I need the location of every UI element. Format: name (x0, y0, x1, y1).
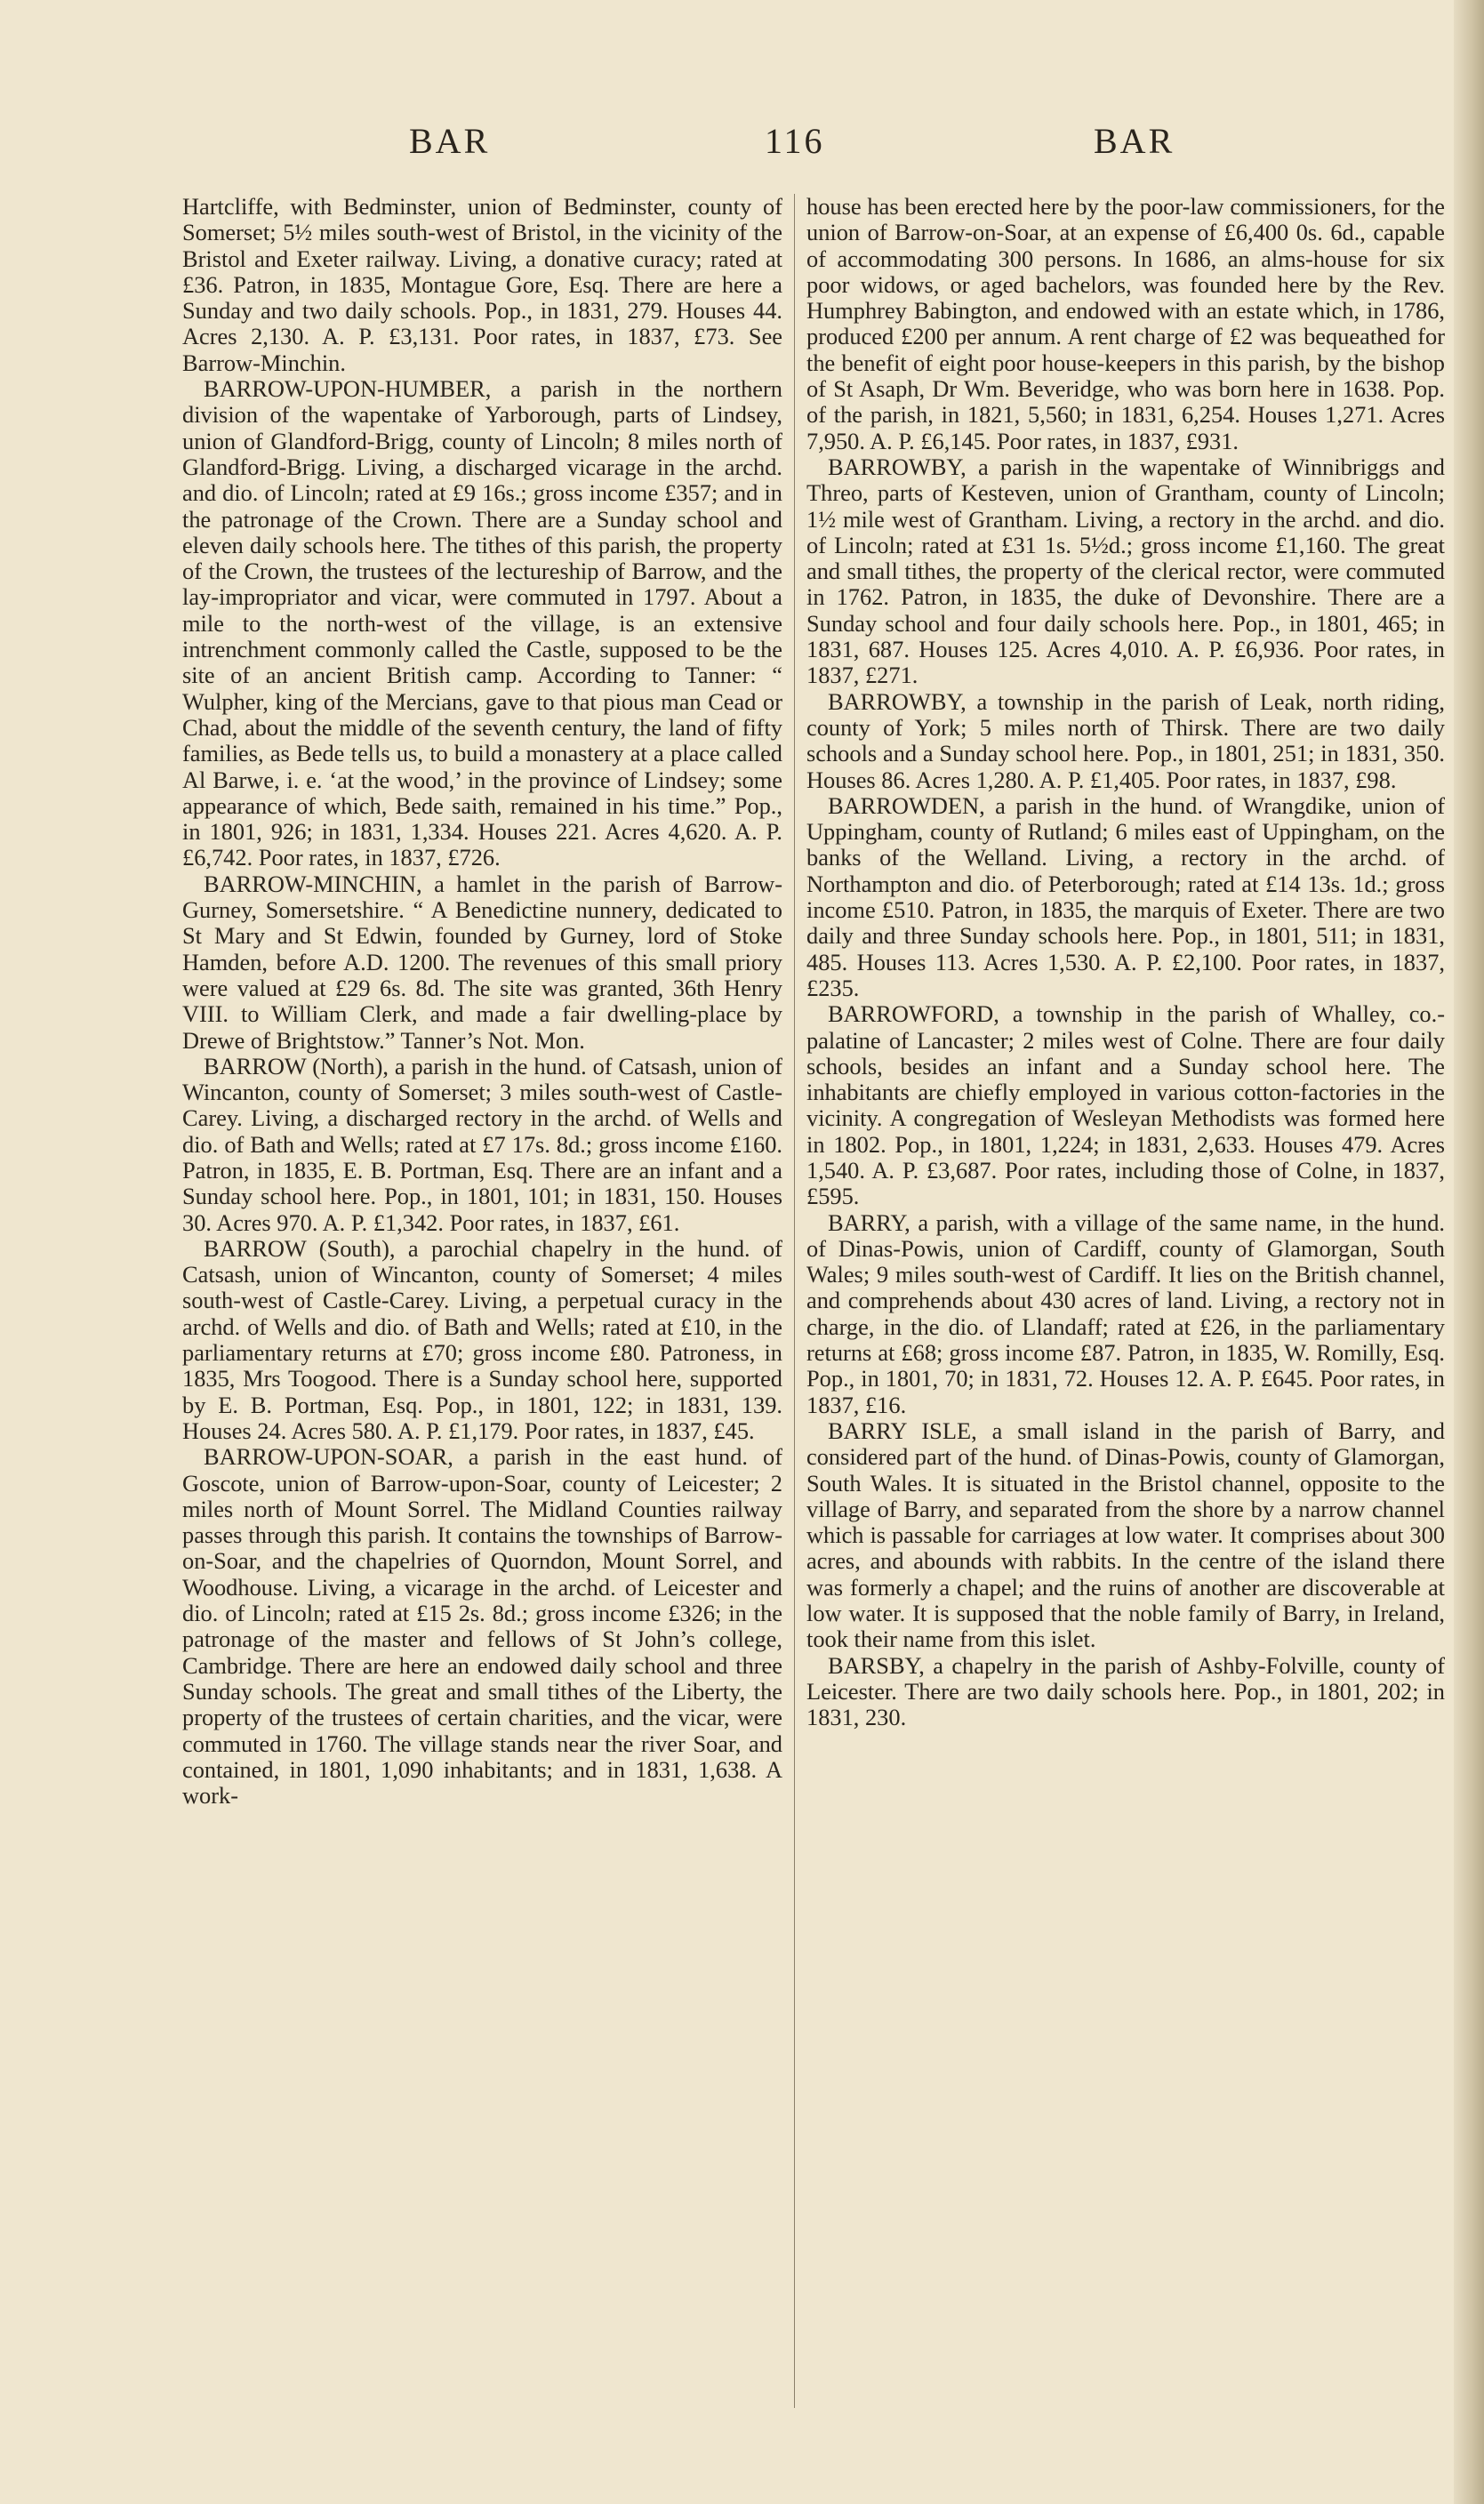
entry-text: a chapelry in the parish of Ashby-Folville, county of Leicester. There are two daily schools here. Pop., in 1801, 202; in 1831, 230. (806, 1651, 1445, 1731)
entry-paragraph (806, 1653, 1445, 1731)
entry-text: a parish in the hund. of Wrangdike, union of Uppingham, county of Rutland; 6 miles east of Uppingham, on the banks of the Welland. Living, a rectory in the archd. of Northampton and dio. of Peterborough; rated at £14 13s. 1d.; gross income £510. Patron, in 1835, the marquis of Exeter. There are two daily and three Sunday schools here. Pop., in 1801, 511; in 1831, 485. Houses 113. Acres 1,530. A. P. £2,100. Poor rates, in 1837, £235. (806, 791, 1445, 1001)
entry-paragraph (806, 1418, 1445, 1653)
page-number: 116 (765, 121, 825, 161)
entry-heading: BARRY, (828, 1208, 910, 1236)
entry-heading: BARROW-UPON-HUMBER, (204, 375, 492, 403)
entry-heading: BARROW (North), (204, 1052, 389, 1079)
header-right-word: BAR (1094, 121, 1175, 161)
entry-text: a parish in the northern division of the wapentake of Yarborough, parts of Lindsey, union of Glandford-Brigg, county of Lincoln; 8 miles north of Glandford-Brigg. Living, a discharged vicarage in the archd. and dio. of Lincoln; rated at £9 16s.; gross income £357; and in the patronage of the Crown. There are a Sunday school and eleven daily schools here. The tithes of this parish, the property of the Crown, the trustees of the lectureship of Barrow, and the lay-impropriator and vicar, were commuted in 1797. About a mile to the north-west of the village, is an extensive intrenchment commonly called the Castle, supposed to be the site of an ancient British camp. According to Tanner: “ Wulpher, king of the Mercians, gave to that pious man Cead or Chad, about the middle of the seventh century, the land of fifty families, as Bede tells us, to build a monastery at a place called Al Barwe, i. e. ‘at the wood,’ in the province of Lindsey; some appearance of which, Bede saith, remained in his time.” Pop., in 1801, 926; in 1831, 1,334. Houses 221. Acres 4,620. A. P. £6,742. Poor rates, in 1837, £726. (182, 375, 782, 871)
entry-text: Hartcliffe, with Bedminster, union of Bedminster, county of Somerset; 5½ miles south-west of Bristol, in the vicinity of the Bristol and Exeter railway. Living, a donative curacy; rated at £36. Patron, in 1835, Montague Gore, Esq. There are here a Sunday and two daily schools. Pop., in 1831, 279. Houses 44. Acres 2,130. A. P. £3,131. Poor rates, in 1837, £73. See Barrow-Minchin. (182, 194, 782, 376)
column-divider (794, 194, 795, 2408)
entry-paragraph (182, 1054, 782, 1236)
entry-heading: BARROW-UPON-SOAR, (204, 1443, 453, 1471)
entry-heading: BARROWBY, (828, 453, 967, 480)
entry-paragraph (182, 1236, 782, 1444)
running-header (0, 120, 1484, 173)
entry-paragraph (806, 1001, 1445, 1209)
entry-text: a township in the parish of Leak, north riding, county of York; 5 miles north of Thirsk. There are two daily schools and a Sunday school here. Pop., in 1801, 251; in 1831, 350. Houses 86. Acres 1,280. A. P. £1,405. Poor rates, in 1837, £98. (806, 687, 1445, 793)
entry-heading: BARSBY, (828, 1651, 925, 1679)
entry-heading: BARROWFORD, (828, 1000, 999, 1028)
entry-paragraph (182, 376, 782, 871)
entry-paragraph (182, 871, 782, 1054)
entry-text: a parish in the wapentake of Winnibriggs and Threo, parts of Kesteven, union of Grantham, county of Lincoln; 1½ mile west of Grantham. Living, a rectory in the archd. and dio. of Lincoln; rated at £31 1s. 5½d.; gross income £1,160. The great and small tithes, the property of the clerical rector, were commuted in 1762. Patron, in 1835, the duke of Devonshire. There are a Sunday school and four daily schools here. Pop., in 1801, 465; in 1831, 687. Houses 125. Acres 4,010. A. P. £6,936. Poor rates, in 1837, £271. (806, 453, 1445, 689)
entry-heading: BARROW-MINCHIN, (204, 870, 422, 897)
left-column (182, 194, 782, 2435)
entry-heading: BARROWDEN, (828, 791, 985, 819)
page-edge (1454, 0, 1484, 2504)
entry-paragraph (182, 1444, 782, 1809)
entry-text: house has been erected here by the poor-law commissioners, for the union of Barrow-on-Soar, at an expense of £6,400 0s. 6d., capable of accommodating 300 persons. In 1686, an alms-house for six poor widows, or aged bachelors, was founded here by the Rev. Humphrey Babington, and endowed with an estate which, in 1786, produced £200 per annum. A rent charge of £2 was bequeathed for the benefit of eight poor house-keepers in this parish, by the bishop of St Asaph, Dr Wm. Beveridge, who was born here in 1638. Pop. of the parish, in 1821, 5,560; in 1831, 6,254. Houses 1,271. Acres 7,950. A. P. £6,145. Poor rates, in 1837, £931. (806, 194, 1445, 454)
entry-paragraph (806, 194, 1445, 454)
entry-text: a hamlet in the parish of Barrow-Gurney, Somersetshire. “ A Benedictine nunnery, dedicated to St Mary and St Edwin, founded by Gurney, lord of Stoke Hamden, before A.D. 1200. The revenues of this small priory were valued at £29 6s. 8d. The site was granted, 36th Henry VIII. to William Clerk, and made a fair dwelling-place by Drewe of Brightstow.” Tanner’s Not. Mon. (182, 870, 782, 1054)
entry-text: a parish, with a village of the same name, in the hund. of Dinas-Powis, union of Cardiff, county of Glamorgan, South Wales; 9 miles south-west of Cardiff. It lies on the British channel, and comprehends about 430 acres of land. Living, a rectory not in charge, in the dio. of Llandaff; rated at £26, in the parliamentary returns at £68; gross income £87. Patron, in 1835, W. Romilly, Esq. Pop., in 1801, 70; in 1831, 72. Houses 12. A. P. £645. Poor rates, in 1837, £16. (806, 1208, 1445, 1418)
right-column (806, 194, 1445, 2435)
entry-text: a parochial chapelry in the hund. of Catsash, union of Wincanton, county of Somerset; 4 miles south-west of Castle-Carey. Living, a perpetual curacy in the archd. of Wells and dio. of Bath and Wells; rated at £10, in the parliamentary returns at £70; gross income £80. Patroness, in 1835, Mrs Toogood. There is a Sunday school here, supported by E. B. Portman, Esq. Pop., in 1801, 122; in 1831, 139. Houses 24. Acres 580. A. P. £1,179. Poor rates, in 1837, £45. (182, 1234, 782, 1444)
entry-paragraph (806, 689, 1445, 793)
entry-paragraph (806, 793, 1445, 1001)
entry-paragraph (182, 194, 782, 376)
entry-heading: BARRY ISLE, (828, 1417, 977, 1444)
entry-paragraph (806, 1210, 1445, 1418)
entry-paragraph (806, 454, 1445, 689)
entry-text: a parish in the hund. of Catsash, union of Wincanton, county of Somerset; 3 miles south-west of Castle-Carey. Living, a discharged rectory in the archd. of Wells and dio. of Bath and Wells; rated at £7 17s. 8d.; gross income £160. Patron, in 1835, E. B. Portman, Esq. There are an infant and a Sunday school here. Pop., in 1801, 101; in 1831, 150. Houses 30. Acres 970. A. P. £1,342. Poor rates, in 1837, £61. (182, 1052, 782, 1236)
entry-text: a parish in the east hund. of Goscote, union of Barrow-upon-Soar, county of Leicester; 2 miles north of Mount Sorrel. The Midland Counties railway passes through this parish. It contains the townships of Barrow-on-Soar, and the chapelries of Quorndon, Mount Sorrel, and Woodhouse. Living, a vicarage in the archd. of Leicester and dio. of Lincoln; rated at £15 2s. 8d.; gross income £326; in the patronage of the master and fellows of St John’s college, Cambridge. There are here an endowed daily school and three Sunday schools. The great and small tithes of the Liberty, the property of the trustees of certain charities, and the vicar, were commuted in 1760. The village stands near the river Soar, and contained, in 1801, 1,090 inhabitants; and in 1831, 1,638. A work- (182, 1443, 782, 1810)
entry-text: a township in the parish of Whalley, co.-palatine of Lancaster; 2 miles west of Colne. There are four daily schools, besides an infant and a Sunday school here. The inhabitants are chiefly employed in various cotton-factories in the vicinity. A congregation of Wesleyan Methodists was formed here in 1802. Pop., in 1801, 1,224; in 1831, 2,633. Houses 479. Acres 1,540. A. P. £3,687. Poor rates, including those of Colne, in 1837, £595. (806, 1000, 1445, 1210)
entry-heading: BARROW (South), (204, 1234, 396, 1262)
entry-text: a small island in the parish of Barry, and considered part of the hund. of Dinas-Powis, county of Glamorgan, South Wales. It is situated in the Bristol channel, opposite to the village of Barry, and separated from the shore by a narrow channel which is passable for carriages at low water. It comprises about 300 acres, and abounds with rabbits. In the centre of the island there was formerly a chapel; and the ruins of another are discoverable at low water. It is supposed that the noble family of Barry, in Ireland, took their name from this islet. (806, 1417, 1445, 1653)
header-left-word: BAR (409, 121, 491, 161)
entry-heading: BARROWBY, (828, 687, 967, 715)
